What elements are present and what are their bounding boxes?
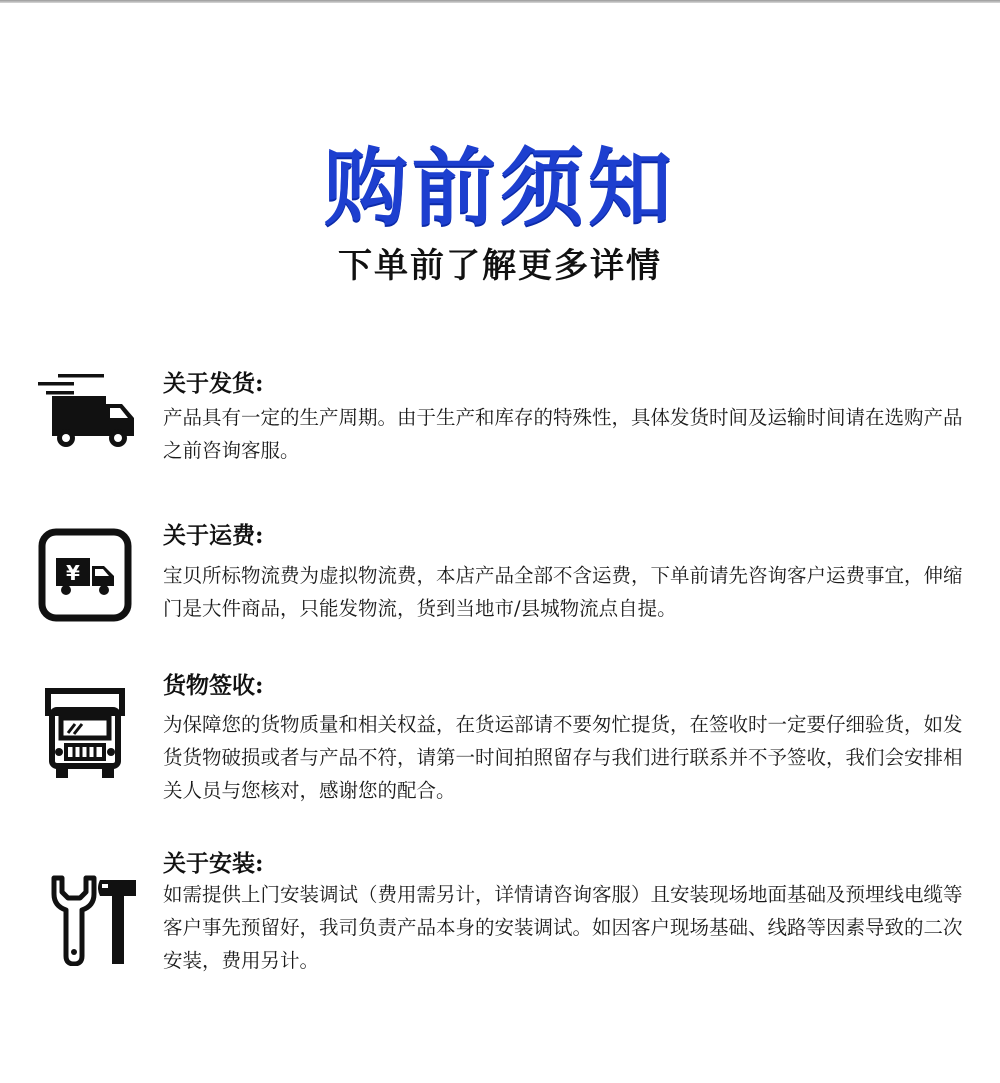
section-heading: 关于发货:	[163, 370, 264, 397]
cargo-truck-front-icon	[44, 688, 126, 780]
section-body: 为保障您的货物质量和相关权益，在货运部请不要匆忙提货，在签收时一定要仔细验货，如发货货物破损或者与产品不符，请第一时间拍照留存与我们进行联系并不予签收，我们会安排相关人员与您核对，感谢您的配合。	[163, 713, 963, 802]
section-heading: 货物签收:	[163, 672, 264, 699]
section-body: 宝贝所标物流费为虚拟物流费，本店产品全部不含运费，下单前请先咨询客户运费事宜，伸缩门是大件商品，只能发物流，货到当地市/县城物流点自提。	[163, 564, 963, 620]
yen-shipping-fee-icon	[38, 528, 132, 622]
wrench-hammer-icon	[50, 872, 140, 966]
page-title: 购前须知	[323, 139, 676, 237]
section-heading: 关于安装:	[163, 850, 264, 877]
section-body: 产品具有一定的生产周期。由于生产和库存的特殊性，具体发货时间及运输时间请在选购产品之前咨询客服。	[163, 406, 963, 462]
section-heading: 关于运费:	[163, 522, 264, 549]
section-body: 如需提供上门安装调试（费用需另计，详情请咨询客服）且安装现场地面基础及预埋线电缆等客户事先预留好，我司负责产品本身的安装调试。如因客户现场基础、线路等因素导致的二次安装，费用另计。	[163, 883, 963, 972]
top-divider	[0, 0, 1000, 3]
page-subtitle: 下单前了解更多详情	[338, 246, 662, 286]
svg-text:¥: ¥	[66, 561, 80, 585]
delivery-truck-icon	[36, 372, 138, 452]
